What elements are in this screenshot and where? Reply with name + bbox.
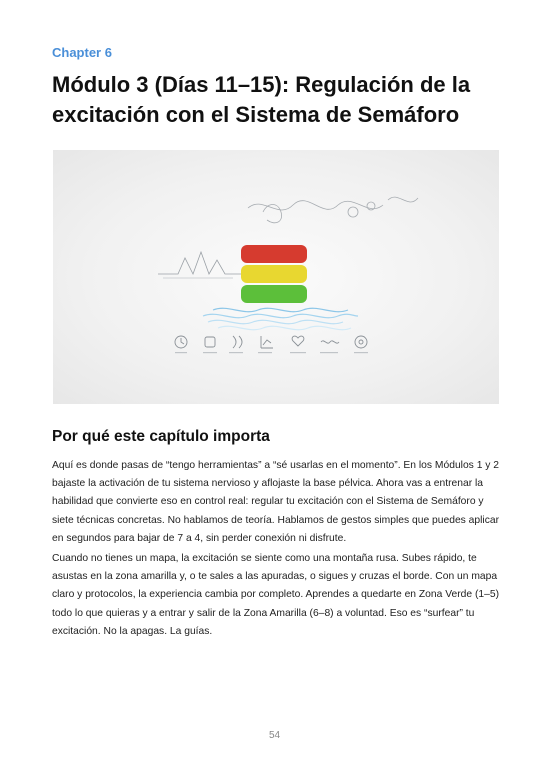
target-icon <box>355 336 367 348</box>
chapter-label: Chapter 6 <box>52 45 112 60</box>
wave-lines <box>203 308 358 329</box>
paragraph-2: Cuando no tienes un mapa, la excitación se siente como una montaña rusa. Subes rápido, te asustas en la zona amarilla y, o te sales a las apuradas, o sigues y cruzas el borde. Con un mapa claro y protocolos, la experiencia cambia por completo. Aprendes a quedarte en Zona Verde (1–5) todo lo que quieras y a entrar y salir de la Zona Amarilla (6–8) a voluntad. Eso es “surfear” tu excitación. No la apagas. La guías. <box>52 553 500 637</box>
yellow-zone-bar <box>241 265 307 283</box>
section-heading: Por qué este capítulo importa <box>52 428 270 445</box>
breath-icon <box>233 336 242 348</box>
wave-icon <box>321 341 339 343</box>
heart-icon <box>292 336 304 346</box>
fist-icon <box>205 337 215 347</box>
green-zone-bar <box>241 285 307 303</box>
red-zone-bar <box>241 245 307 263</box>
icon-row <box>175 336 367 348</box>
clock-icon <box>175 336 187 348</box>
page-number: 54 <box>268 730 281 741</box>
chart-icon <box>261 336 273 348</box>
waveform-doodle <box>158 252 241 278</box>
hero-illustration <box>53 150 499 404</box>
page-title: Módulo 3 (Días 11–15): Regulación de la excitación con el Sistema de Semáforo <box>52 72 471 127</box>
traffic-light-illustration <box>53 150 499 404</box>
swirl-doodle <box>248 197 418 223</box>
paragraph-1: Aquí es donde pasas de “tengo herramientas” a “sé usarlas en el momento”. En los Módulos 1 y 2 bajaste la activación de tu sistema nervioso y aflojaste la base pélvica. Ahora vas a entrenar la habilidad que convierte eso en control real: regular tu excitación con el Sistema de Semáforo y siete técnicas concretas. No hablamos de teoría. Hablamos de gestos simples que puedes aplicar en segundos para bajar de 7 a 4, sin perder conexión ni disfrute. <box>52 460 500 544</box>
